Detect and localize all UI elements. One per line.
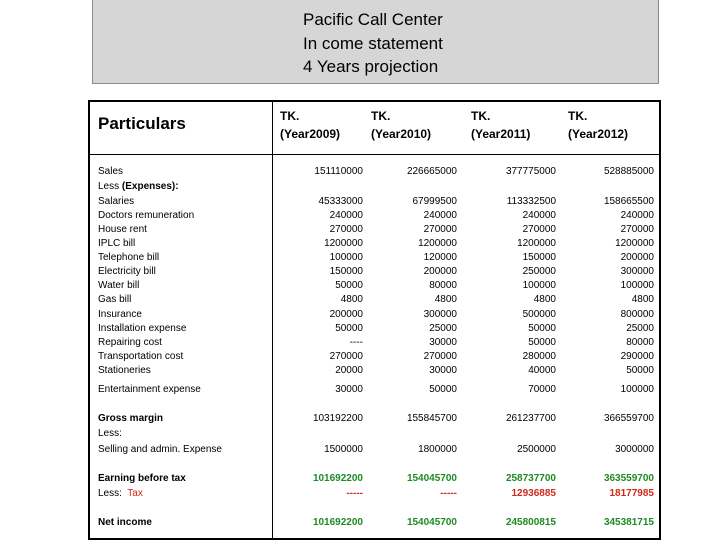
row-label: Sales <box>98 166 124 177</box>
value-2012: 366559700 <box>603 413 654 424</box>
row-label: Less: <box>98 428 122 439</box>
value-2010: 1800000 <box>418 444 457 455</box>
row-label: Telephone bill <box>98 252 160 263</box>
year-label: (Year2012) <box>568 127 629 141</box>
value-2011: 12936885 <box>511 488 556 499</box>
table-row-electricity <box>90 264 659 279</box>
value-2012: 345381715 <box>603 517 654 528</box>
row-label: Salaries <box>98 196 135 207</box>
row-label: Earning before tax <box>98 473 186 484</box>
table-row-doctors <box>90 208 659 223</box>
table-row-installation <box>90 321 659 336</box>
table-row-less <box>90 426 659 441</box>
value-2011: 261237700 <box>505 413 556 424</box>
value-2010: ----- <box>440 488 457 499</box>
year-label: (Year2011) <box>471 127 531 141</box>
table-row-gas <box>90 292 659 307</box>
column-header-2009 <box>280 107 340 143</box>
value-2010: 270000 <box>423 224 457 235</box>
table-row-earning-before-tax <box>90 471 659 486</box>
table-row-telephone <box>90 250 659 265</box>
value-2010: 155845700 <box>406 413 457 424</box>
table-row-water <box>90 278 659 293</box>
row-label: Installation expense <box>98 323 187 334</box>
value-2011: 50000 <box>528 323 556 334</box>
value-2010: 300000 <box>423 309 457 320</box>
value-2009: 30000 <box>335 384 363 395</box>
less-text: Less: <box>98 488 128 499</box>
value-2009: ----- <box>346 488 363 499</box>
particulars-header: Particulars <box>98 114 186 133</box>
row-label: Stationeries <box>98 365 151 376</box>
table-row-gross-margin <box>90 411 659 426</box>
value-2009: 101692200 <box>312 517 363 528</box>
value-2009: 150000 <box>329 266 363 277</box>
value-2010: 67999500 <box>412 196 457 207</box>
less-text: Less <box>98 181 122 192</box>
row-label: Electricity bill <box>98 266 156 277</box>
row-label: Gas bill <box>98 294 132 305</box>
table-row-repairing <box>90 335 659 350</box>
table-row-tax <box>90 486 659 501</box>
header-separator <box>90 154 659 155</box>
value-2012: 18177985 <box>609 488 654 499</box>
value-2010: 50000 <box>429 384 457 395</box>
income-statement-table <box>88 100 661 540</box>
value-2009: 50000 <box>335 280 363 291</box>
value-2009: 101692200 <box>312 473 363 484</box>
projection-title: 4 Years projection <box>303 57 439 76</box>
currency-label: TK. <box>471 109 491 123</box>
value-2009: 1500000 <box>324 444 363 455</box>
currency-label: TK. <box>280 109 300 123</box>
value-2011: 280000 <box>522 351 556 362</box>
value-2009: 270000 <box>329 351 363 362</box>
value-2009: 50000 <box>335 323 363 334</box>
value-2011: 377775000 <box>505 166 556 177</box>
row-label: Repairing cost <box>98 337 162 348</box>
value-2012: 80000 <box>626 337 654 348</box>
value-2012: 1200000 <box>615 238 654 249</box>
currency-label: TK. <box>371 109 391 123</box>
value-2011: 1200000 <box>517 238 556 249</box>
value-2012: 3000000 <box>615 444 654 455</box>
value-2011: 70000 <box>528 384 556 395</box>
row-label: Entertainment expense <box>98 384 201 395</box>
value-2011: 50000 <box>528 337 556 348</box>
value-2010: 30000 <box>429 337 457 348</box>
value-2010: 240000 <box>423 210 457 221</box>
value-2009: 200000 <box>329 309 363 320</box>
value-2012: 4800 <box>631 294 654 305</box>
value-2012: 240000 <box>620 210 654 221</box>
value-2011: 150000 <box>522 252 556 263</box>
value-2011: 250000 <box>522 266 556 277</box>
value-2010: 154045700 <box>406 473 457 484</box>
value-2011: 100000 <box>522 280 556 291</box>
value-2009: 240000 <box>329 210 363 221</box>
row-label: Insurance <box>98 309 142 320</box>
value-2011: 500000 <box>522 309 556 320</box>
value-2011: 240000 <box>522 210 556 221</box>
row-label: IPLC bill <box>98 238 136 249</box>
value-2010: 226665000 <box>406 166 457 177</box>
value-2009: 103192200 <box>312 413 363 424</box>
year-label: (Year2009) <box>280 127 341 141</box>
row-label: Net income <box>98 517 152 528</box>
tax-text: Tax <box>127 488 143 499</box>
value-2009: 1200000 <box>324 238 363 249</box>
row-label: Doctors remuneration <box>98 210 195 221</box>
value-2012: 50000 <box>626 365 654 376</box>
value-2009: ---- <box>349 337 363 348</box>
value-2011: 258737700 <box>505 473 556 484</box>
value-2012: 290000 <box>620 351 654 362</box>
value-2009: 4800 <box>340 294 363 305</box>
row-label: Gross margin <box>98 413 164 424</box>
value-2010: 270000 <box>423 351 457 362</box>
table-row-iplc <box>90 236 659 251</box>
table-row-selling-admin <box>90 442 659 457</box>
row-label: Water bill <box>98 280 140 291</box>
value-2009: 20000 <box>335 365 363 376</box>
column-header-2012 <box>568 107 628 143</box>
value-2010: 120000 <box>423 252 457 263</box>
table-row-stationeries <box>90 363 659 378</box>
title-box <box>92 0 659 84</box>
value-2012: 300000 <box>620 266 654 277</box>
column-header-2010 <box>371 107 431 143</box>
value-2012: 800000 <box>620 309 654 320</box>
value-2009: 270000 <box>329 224 363 235</box>
table-row-net-income <box>90 515 659 530</box>
table-row-salaries <box>90 194 659 209</box>
value-2011: 270000 <box>522 224 556 235</box>
value-2009: 45333000 <box>318 196 363 207</box>
row-label: Selling and admin. Expense <box>98 444 222 455</box>
value-2010: 4800 <box>434 294 457 305</box>
value-2012: 100000 <box>620 384 654 395</box>
value-2012: 158665500 <box>603 196 654 207</box>
column-header-2011 <box>471 107 530 143</box>
row-label: Transportation cost <box>98 351 184 362</box>
value-2010: 154045700 <box>406 517 457 528</box>
row-label: House rent <box>98 224 147 235</box>
year-label: (Year2010) <box>371 127 432 141</box>
value-2010: 1200000 <box>418 238 457 249</box>
value-2010: 80000 <box>429 280 457 291</box>
value-2010: 25000 <box>429 323 457 334</box>
table-row-insurance <box>90 307 659 322</box>
value-2011: 40000 <box>528 365 556 376</box>
value-2012: 100000 <box>620 280 654 291</box>
value-2010: 30000 <box>429 365 457 376</box>
value-2012: 25000 <box>626 323 654 334</box>
table-row-house-rent <box>90 222 659 237</box>
row-label <box>98 179 179 194</box>
value-2011: 2500000 <box>517 444 556 455</box>
value-2009: 100000 <box>329 252 363 263</box>
value-2011: 113332500 <box>506 196 556 207</box>
statement-title: In come statement <box>303 34 443 53</box>
expenses-text: (Expenses): <box>121 181 179 192</box>
currency-label: TK. <box>568 109 588 123</box>
value-2012: 363559700 <box>603 473 654 484</box>
value-2010: 200000 <box>423 266 457 277</box>
table-row-less-expenses <box>90 179 659 194</box>
row-label <box>98 486 143 501</box>
value-2012: 200000 <box>620 252 654 263</box>
value-2011: 245800815 <box>505 517 556 528</box>
value-2012: 270000 <box>620 224 654 235</box>
table-row-sales <box>90 164 659 179</box>
value-2011: 4800 <box>533 294 556 305</box>
value-2012: 528885000 <box>603 166 654 177</box>
table-row-transportation <box>90 349 659 364</box>
table-row-entertainment <box>90 382 659 397</box>
company-title: Pacific Call Center <box>303 10 443 29</box>
value-2009: 151110000 <box>314 166 363 177</box>
